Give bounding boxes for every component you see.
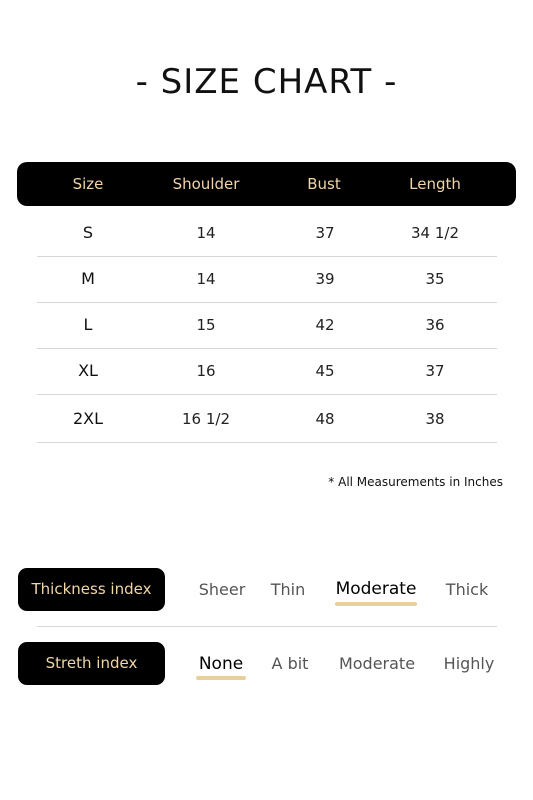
cell-bust: 48 [315, 410, 335, 428]
thickness-option-thin: Thin [270, 580, 306, 599]
cell-length: 36 [425, 316, 445, 334]
stretch-option-moderate: Moderate [338, 654, 416, 673]
header-length: Length [409, 175, 461, 193]
section-divider [37, 626, 497, 627]
table-row [37, 210, 497, 257]
cell-length: 35 [425, 270, 445, 288]
cell-size: M [81, 269, 95, 288]
table-row [37, 396, 497, 443]
stretch-option-none: None [198, 654, 244, 674]
header-size: Size [72, 175, 104, 193]
stretch-selected-underline [196, 676, 246, 680]
stretch-option-a-bit: A bit [271, 654, 309, 673]
page-title: - SIZE CHART - [135, 62, 398, 102]
table-header [17, 162, 516, 206]
table-row [37, 256, 497, 303]
cell-shoulder: 14 [196, 224, 216, 242]
stretch-option-highly: Highly [443, 654, 495, 673]
cell-length: 34 1/2 [411, 224, 459, 242]
measurement-note: * All Measurements in Inches [328, 475, 503, 489]
cell-bust: 45 [315, 362, 335, 380]
header-shoulder: Shoulder [172, 175, 240, 193]
thickness-option-sheer: Sheer [198, 580, 246, 599]
cell-bust: 39 [315, 270, 335, 288]
thickness-index-label: Thickness index [18, 568, 165, 611]
cell-size: L [83, 315, 93, 334]
header-bust: Bust [307, 175, 341, 193]
cell-size: 2XL [72, 409, 104, 428]
cell-size: S [82, 223, 94, 242]
stretch-index-label: Streth index [18, 642, 165, 685]
cell-bust: 42 [315, 316, 335, 334]
cell-length: 38 [425, 410, 445, 428]
cell-shoulder: 14 [196, 270, 216, 288]
cell-shoulder: 16 [196, 362, 216, 380]
cell-bust: 37 [315, 224, 335, 242]
cell-size: XL [78, 361, 98, 380]
cell-length: 37 [425, 362, 445, 380]
cell-shoulder: 15 [196, 316, 216, 334]
thickness-option-moderate: Moderate [335, 579, 417, 599]
thickness-selected-underline [335, 602, 417, 606]
cell-shoulder: 16 1/2 [182, 410, 230, 428]
table-row [37, 348, 497, 395]
table-row [37, 302, 497, 349]
thickness-option-thick: Thick [445, 580, 489, 599]
